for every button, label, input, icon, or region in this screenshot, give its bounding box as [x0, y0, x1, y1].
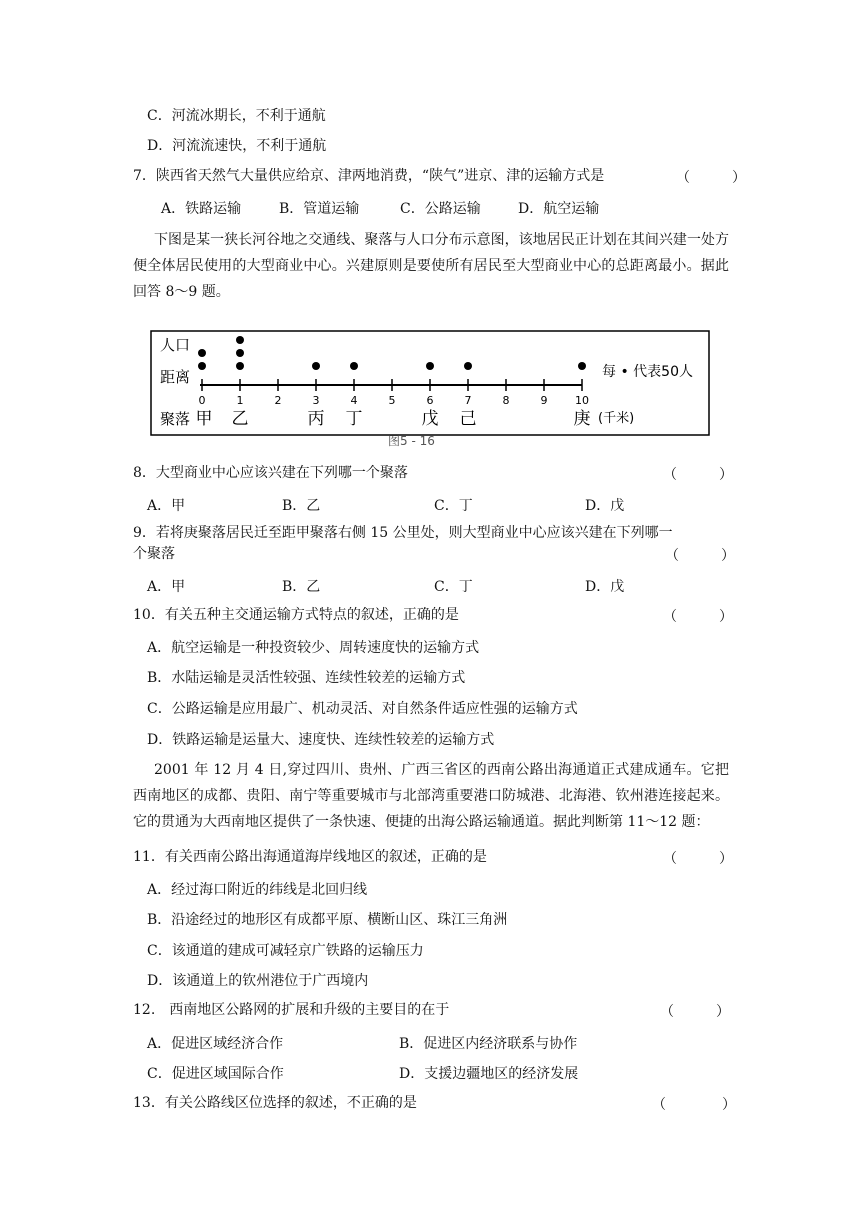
question-10-option-d: D．铁路运输是运量大、速度快、连续性较差的运输方式	[147, 732, 495, 748]
question-8-stem: 8．大型商业中心应该兴建在下列哪一个聚落	[133, 465, 408, 481]
population-dot-庚-1	[578, 362, 586, 370]
population-dots	[198, 336, 586, 370]
question-11-option-b: B．沿途经过的地形区有成都平原、横断山区、珠江三角洲	[147, 912, 508, 928]
question-11-option-c: C．该通道的建成可减轻京广铁路的运输压力	[147, 943, 424, 959]
row-label-population: 人口	[160, 336, 191, 354]
question-12-option-c: C．促进区域国际合作	[147, 1066, 284, 1082]
question-7-option-d: D．航空运输	[518, 201, 600, 217]
population-dot-丙-1	[312, 362, 320, 370]
option-d-previous: D．河流流速快，不利于通航	[147, 138, 327, 154]
tick-label-0: 0	[198, 394, 206, 407]
question-11-option-d: D．该通道上的钦州港位于广西境内	[147, 973, 369, 989]
intro-paragraph-8-9: 下图是某一狭长河谷地之交通线、聚落与人口分布示意图，该地居民正计划在其间兴建一处方便全体居民使用的大型商业中心。兴建原则是要使所有居民至大型商业中心的总距离最小。据此回答 8～9 题。	[133, 232, 729, 300]
question-7-answer-paren: （ ）	[676, 170, 746, 186]
population-dot-丁-1	[350, 362, 358, 370]
question-8-option-b: B．乙	[282, 498, 321, 514]
tick-label-8: 8	[502, 394, 510, 407]
question-9-option-d: D．戊	[585, 579, 625, 595]
population-dot-乙-2	[236, 349, 244, 357]
question-12-option-b: B．促进区内经济联系与协作	[399, 1036, 578, 1052]
question-7-option-c: C．公路运输	[400, 201, 481, 217]
question-8-option-d: D．戊	[585, 498, 625, 514]
tick-label-1: 1	[236, 394, 244, 407]
settlement-name-4: 戊	[421, 409, 439, 429]
option-c-previous: C．河流冰期长，不利于通航	[147, 108, 326, 124]
question-12-option-d: D．支援边疆地区的经济发展	[399, 1066, 579, 1082]
population-dot-戊-1	[426, 362, 434, 370]
tick-label-4: 4	[350, 394, 358, 407]
question-8-option-a: A．甲	[147, 498, 186, 514]
tick-label-3: 3	[312, 394, 320, 407]
tick-label-2: 2	[274, 394, 282, 407]
settlement-name-1: 乙	[231, 409, 249, 429]
question-12-option-a: A．促进区域经济合作	[147, 1036, 284, 1052]
row-label-distance: 距离	[160, 368, 191, 386]
settlement-name-5: 己	[459, 409, 477, 429]
tick-label-5: 5	[388, 394, 396, 407]
settlement-name-0: 甲	[195, 409, 213, 429]
question-7-option-b: B．管道运输	[279, 201, 360, 217]
question-9-option-b: B．乙	[282, 579, 321, 595]
question-12-answer-paren: （ ）	[660, 1004, 730, 1020]
question-8-option-c: C．丁	[434, 498, 473, 514]
question-10-option-a: A．航空运输是一种投资较少、周转速度快的运输方式	[147, 640, 480, 656]
tick-label-9: 9	[540, 394, 548, 407]
question-7-option-a: A．铁路运输	[161, 201, 242, 217]
question-9-option-a: A．甲	[147, 579, 186, 595]
settlement-name-2: 丙	[307, 409, 325, 429]
question-11-option-a: A．经过海口附近的纬线是北回归线	[147, 882, 368, 898]
question-10-option-c: C．公路运输是应用最广、机动灵活、对自然条件适应性强的运输方式	[147, 701, 578, 717]
population-dot-乙-3	[236, 336, 244, 344]
question-9-stem-line1: 9．若将庚聚落居民迁至距甲聚落右侧 15 公里处，则大型商业中心应该兴建在下列哪一	[133, 525, 673, 541]
question-10-stem: 10．有关五种主交通运输方式特点的叙述，正确的是	[133, 607, 459, 623]
settlement-population-figure	[150, 330, 710, 448]
settlement-name-3: 丁	[345, 409, 363, 429]
question-9-answer-paren: （ ）	[665, 548, 735, 564]
tick-label-6: 6	[426, 394, 434, 407]
intro-paragraph-11-12: 2001 年 12 月 4 日,穿过四川、贵州、广西三省区的西南公路出海通道正式建成通车。它把西南地区的成都、贵阳、南宁等重要城市与北部湾重要港口防城港、北海港、钦州港连接起来。它的贯通为大西南地区提供了一条快速、便捷的出海公路运输通道。据此判断第 11～12 题：	[133, 762, 729, 830]
settlement-name-6: 庚	[573, 409, 591, 429]
settlement-names	[196, 409, 591, 429]
distance-ticks	[199, 379, 590, 407]
question-13-answer-paren: （ ）	[652, 1097, 736, 1113]
question-12-stem: 12. 西南地区公路网的扩展和升级的主要目的在于	[133, 1002, 450, 1018]
tick-label-10: 10	[575, 394, 589, 407]
legend-text: 每 • 代表50人	[602, 364, 693, 380]
question-13-stem: 13．有关公路线区位选择的叙述，不正确的是	[133, 1095, 417, 1111]
question-7-stem: 7．陕西省天然气大量供应给京、津两地消费，“陕气”进京、津的运输方式是	[133, 168, 605, 184]
population-dot-己-1	[464, 362, 472, 370]
unit-label: (千米)	[598, 411, 635, 426]
question-10-answer-paren: （ ）	[663, 609, 733, 625]
population-dot-甲-1	[198, 362, 206, 370]
question-9-stem-line2: 个聚落	[133, 546, 175, 562]
question-10-option-b: B．水陆运输是灵活性较强、连续性较差的运输方式	[147, 670, 466, 686]
question-8-answer-paren: （ ）	[663, 467, 733, 483]
question-9-option-c: C．丁	[434, 579, 473, 595]
tick-label-7: 7	[464, 394, 472, 407]
population-dot-乙-1	[236, 362, 244, 370]
figure-caption: 图5 - 16	[388, 434, 435, 448]
question-11-answer-paren: （ ）	[663, 851, 733, 867]
population-dot-甲-2	[198, 349, 206, 357]
question-11-stem: 11．有关西南公路出海通道海岸线地区的叙述，正确的是	[133, 849, 487, 865]
row-label-settlement: 聚落	[160, 410, 191, 428]
